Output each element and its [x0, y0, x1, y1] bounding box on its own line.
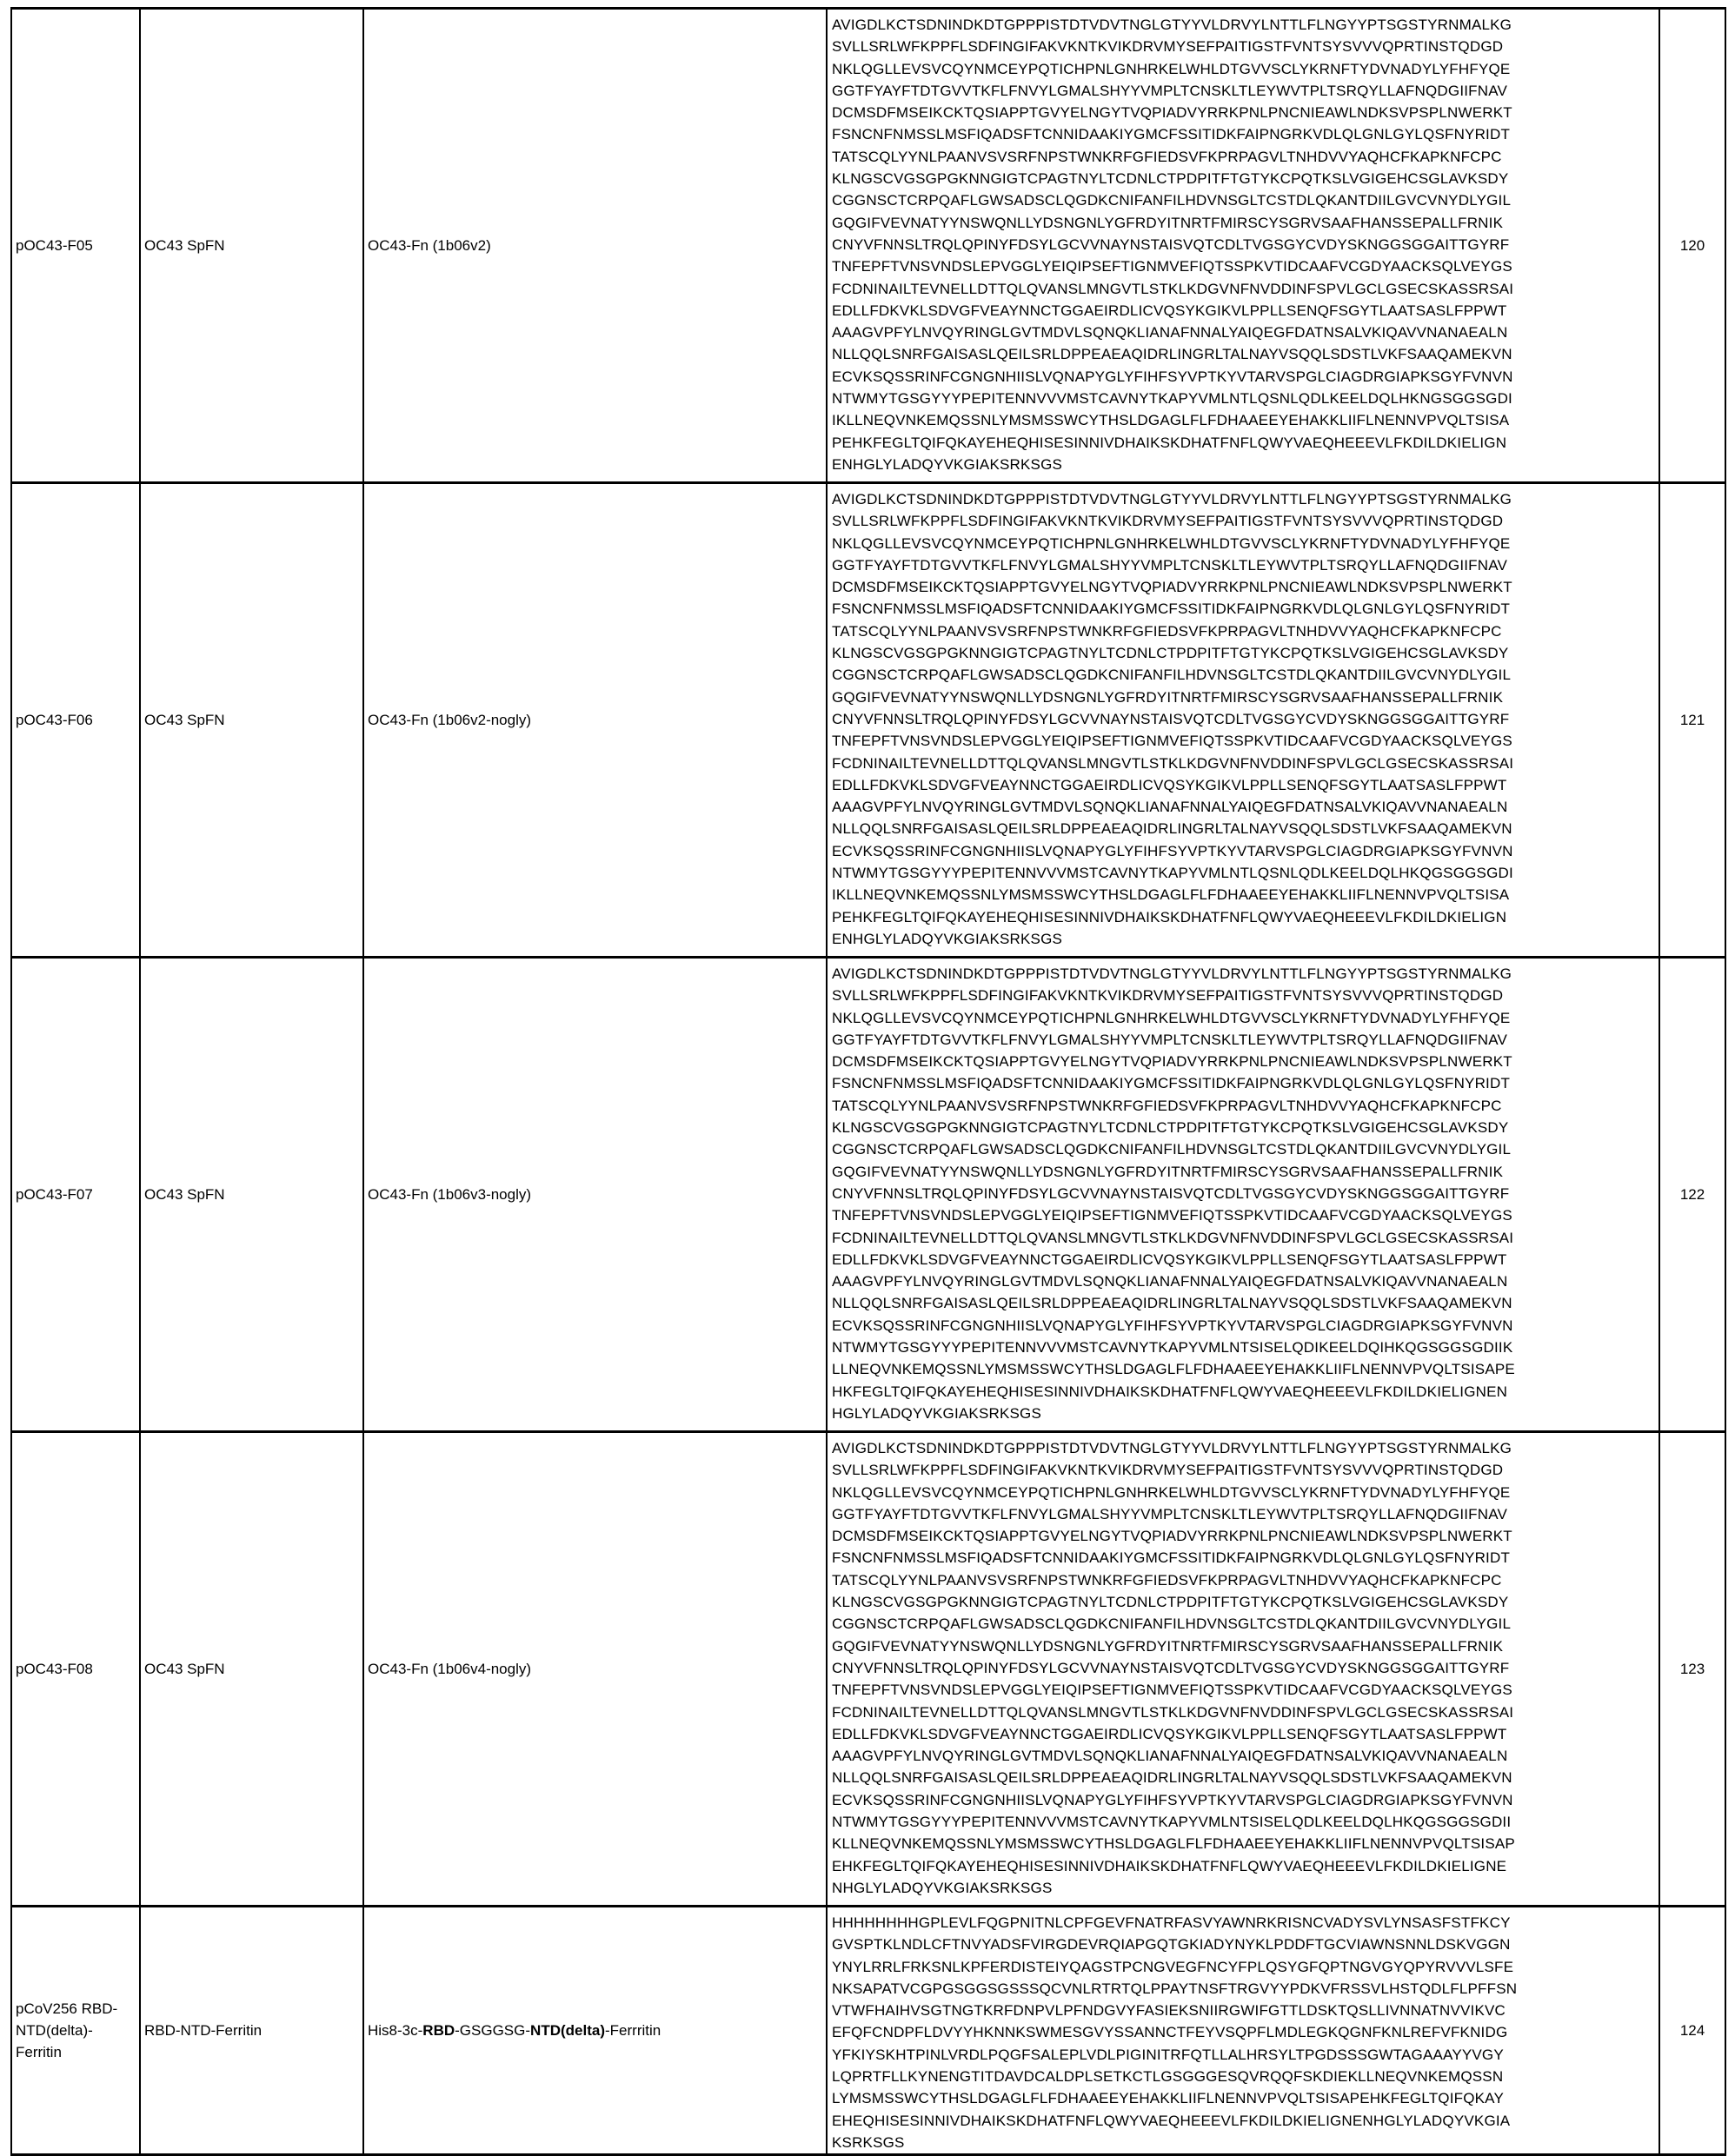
sequence-text: [832, 963, 1657, 1424]
table-row: [11, 1432, 1725, 1907]
construct-cell: [363, 958, 827, 1432]
sequence-cell: [827, 483, 1659, 958]
sequence-number: 121: [1679, 711, 1705, 728]
sequence-line: AVIGDLKCTSDNINDKDTGPPPISTDTVDVTNGLGTYYVLDRVYLNTTLFLNGYYPTSGSTYRNMALKG: [832, 491, 1512, 507]
construct-name-segment: -GSGGSG-: [455, 2022, 531, 2040]
plasmid-id: pOC43-F07: [16, 1186, 93, 1203]
sequence-line: SVLLSRLWFKPPFLSDFINGIFAKVKNTKVIKDRVMYSEFPAITIGSTFVNTSYSVVVQPRTINSTQDGD: [832, 513, 1504, 530]
table-row: [11, 1907, 1725, 2155]
sequence-line: EHKFEGLTQIFQKAYEHEQHISESINNIVDHAIKSKDHATFNFLQWYVAEQHEEEVLFKDILDKIELIGNE: [832, 1857, 1507, 1874]
construct-cell: [363, 1907, 827, 2155]
sequence-line: NLLQQLSNRFGAISASLQEILSRLDPPEAEAQIDRLINGRLTALNAYVSQQLSDSTLVKFSAAQAMEKVN: [832, 820, 1512, 838]
sequence-line: PEHKFEGLTQIFQKAYEHEQHISESINNIVDHAIKSKDHATFNFLQWYVAEQHEEEVLFKDILDKIELIGN: [832, 908, 1507, 925]
sequence-line: ECVKSQSSRINFCGNGNHIISLVQNAPYGLYFIHFSYVPTKYVTARVSPGLCIAGDRGIAPKSGYFVNVN: [832, 1791, 1513, 1808]
sequence-cell: [827, 9, 1659, 483]
sequence-line: GGTFYAYFTDTGVVTKFLFNVYLGMALSHYYVMPLTCNSKLTLEYWVTPLTSRQYLLAFNQDGIIFNAV: [832, 1505, 1508, 1522]
sequence-line: AAAGVPFYLNVQYRINGLGVTMDVLSQNQKLIANAFNNALYAIQEGFDATNSALVKIQAVVNANAEALN: [832, 799, 1508, 816]
sequence-line: GQGIFVEVNATYYNSWQNLLYDSNGNLYGFRDYITNRTFMIRSCYSGRVSAAFHANSSEPALLFRNIK: [832, 688, 1504, 706]
plasmid-id: pOC43-F06: [16, 712, 93, 728]
sequence-line: NKLQGLLEVSVCQYNMCEYPQTICHPNLGNHRKELWHLDTGVVSCLYKRNFTYDVNADYLYFHFYQE: [832, 1483, 1511, 1501]
sequence-line: NTWMYTGSGYYYPEPITENNVVVMSTCAVNYTKAPYVMLNTLQSNLQDLKEELDQLHKQGSGGSGDI: [832, 865, 1513, 882]
plasmid-sequence-table: [10, 7, 1726, 2156]
sequence-line: ECVKSQSSRINFCGNGNHIISLVQNAPYGLYFIHFSYVPTKYVTARVSPGLCIAGDRGIAPKSGYFVNVN: [832, 842, 1513, 859]
sequence-cell: [827, 958, 1659, 1432]
sequence-line: FSNCNFNMSSLMSFIQADSFTCNNIDAAKIYGMCFSSITIDKFAIPNGRKVDLQLGNLGYLQSFNYRIDT: [832, 600, 1511, 618]
sequence-line: ENHGLYLADQYVKGIAKSRKSGS: [832, 455, 1063, 473]
construct-name-segment: OC43-Fn (1b06v2-nogly): [368, 712, 532, 728]
sequence-line: HHHHHHHHGPLEVLFQGPNITNLCPFGEVFNATRFASVYAWNRKRISNCVADYSVLYNSASFSTFKCY: [832, 1914, 1511, 1931]
sequence-line: TNFEPFTVNSVNDSLEPVGGLYEIQIPSEFTIGNMVEFIQTSSPKVTIDCAAFVCGDYAACKSQLVEYGS: [832, 733, 1512, 750]
construct-name-segment: OC43-Fn (1b06v2): [368, 237, 491, 254]
sequence-line: NHGLYLADQYVKGIAKSRKSGS: [832, 1879, 1053, 1896]
sequence-line: NKLQGLLEVSVCQYNMCEYPQTICHPNLGNHRKELWHLDTGVVSCLYKRNFTYDVNADYLYFHFYQE: [832, 534, 1511, 552]
sequence-number: 122: [1679, 1185, 1705, 1203]
description-cell: [140, 9, 363, 483]
sequence-line: GGTFYAYFTDTGVVTKFLFNVYLGMALSHYYVMPLTCNSKLTLEYWVTPLTSRQYLLAFNQDGIIFNAV: [832, 82, 1508, 99]
description-cell: [140, 958, 363, 1432]
construct-name-segment: His8-3c-: [368, 2022, 423, 2040]
sequence-line: NKLQGLLEVSVCQYNMCEYPQTICHPNLGNHRKELWHLDTGVVSCLYKRNFTYDVNADYLYFHFYQE: [832, 60, 1511, 77]
sequence-number-cell: [1659, 1907, 1725, 2155]
sequence-line: CNYVFNNSLTRQLQPINYFDSYLGCVVNAYNSTAISVQTCDLTVGSGYCVDYSKNGGSGGAITTGYRF: [832, 710, 1510, 727]
sequence-line: NTWMYTGSGYYYPEPITENNVVVMSTCAVNYTKAPYVMLNTSISELQDIKEELDQIHKQGSGGSGDIIK: [832, 1339, 1513, 1357]
sequence-line: EDLLFDKVKLSDVGFVEAYNNCTGGAEIRDLICVQSYKGIKVLPPLLSENQFSGYTLAATSASLFPPWT: [832, 776, 1507, 793]
sequence-line: ECVKSQSSRINFCGNGNHIISLVQNAPYGLYFIHFSYVPTKYVTARVSPGLCIAGDRGIAPKSGYFVNVN: [832, 368, 1513, 385]
construct-name-segment: OC43-Fn (1b06v4-nogly): [368, 1661, 532, 1677]
sequence-line: TATSCQLYYNLPAANVSVSRFNPSTWNKRFGFIEDSVFKPRPAGVLTNHDVVYAQHCFKAPKNFCPC: [832, 1097, 1502, 1114]
description: OC43 SpFN: [144, 712, 225, 728]
sequence-line: HKFEGLTQIFQKAYEHEQHISESINNIVDHAIKSKDHATFNFLQWYVAEQHEEEVLFKDILDKIELIGNEN: [832, 1383, 1508, 1400]
sequence-line: NKSAPATVCGPGSGGSGSSSQCVNLRTRTQLPPAYTNSFTRGVYYPDKVFRSSVLHSTQDLFLPFFSN: [832, 1980, 1518, 1997]
sequence-line: EDLLFDKVKLSDVGFVEAYNNCTGGAEIRDLICVQSYKGIKVLPPLLSENQFSGYTLAATSASLFPPWT: [832, 1725, 1507, 1742]
sequence-line: TATSCQLYYNLPAANVSVSRFNPSTWNKRFGFIEDSVFKPRPAGVLTNHDVVYAQHCFKAPKNFCPC: [832, 148, 1502, 165]
construct-cell: [363, 483, 827, 958]
sequence-line: VTWFHAIHVSGTNGTKRFDNPVLPFNDGVYFASIEKSNIIRGWIFGTTLDSKTQSLLIVNNATNVVIKVC: [832, 2002, 1506, 2020]
sequence-line: CNYVFNNSLTRQLQPINYFDSYLGCVVNAYNSTAISVQTCDLTVGSGYCVDYSKNGGSGGAITTGYRF: [832, 1659, 1510, 1676]
sequence-line: CNYVFNNSLTRQLQPINYFDSYLGCVVNAYNSTAISVQTCDLTVGSGYCVDYSKNGGSGGAITTGYRF: [832, 1184, 1510, 1202]
plasmid-id-cell: [11, 1907, 140, 2155]
description-cell: [140, 1907, 363, 2155]
sequence-text: [832, 1912, 1657, 2153]
description: OC43 SpFN: [144, 237, 225, 254]
sequence-line: DCMSDFMSEIKCKTQSIAPPTGVYELNGYTVQPIADVYRRKPNLPNCNIEAWLNDKSVPSPLNWERKT: [832, 579, 1512, 596]
sequence-line: TNFEPFTVNSVNDSLEPVGGLYEIQIPSEFTIGNMVEFIQTSSPKVTIDCAAFVCGDYAACKSQLVEYGS: [832, 258, 1512, 275]
sequence-line: GQGIFVEVNATYYNSWQNLLYDSNGNLYGFRDYITNRTFMIRSCYSGRVSAAFHANSSEPALLFRNIK: [832, 1163, 1504, 1180]
sequence-number: 123: [1679, 1660, 1705, 1677]
plasmid-id-cell: [11, 958, 140, 1432]
sequence-line: SVLLSRLWFKPPFLSDFINGIFAKVKNTKVIKDRVMYSEFPAITIGSTFVNTSYSVVVQPRTINSTQDGD: [832, 1462, 1504, 1479]
sequence-cell: [827, 1432, 1659, 1907]
sequence-text: [832, 1437, 1657, 1899]
sequence-line: YFKIYSKHTPINLVRDLPQGFSALEPLVDLPIGINITRFQTLLALHRSYLTPGDSSSGWTAGAAAYYVGY: [832, 2046, 1504, 2063]
sequence-line: DCMSDFMSEIKCKTQSIAPPTGVYELNGYTVQPIADVYRRKPNLPNCNIEAWLNDKSVPSPLNWERKT: [832, 1528, 1512, 1545]
sequence-line: TATSCQLYYNLPAANVSVSRFNPSTWNKRFGFIEDSVFKPRPAGVLTNHDVVYAQHCFKAPKNFCPC: [832, 622, 1502, 640]
sequence-line: AVIGDLKCTSDNINDKDTGPPPISTDTVDVTNGLGTYYVLDRVYLNTTLFLNGYYPTSGSTYRNMALKG: [832, 17, 1512, 33]
sequence-line: DCMSDFMSEIKCKTQSIAPPTGVYELNGYTVQPIADVYRRKPNLPNCNIEAWLNDKSVPSPLNWERKT: [832, 104, 1512, 122]
sequence-line: YNYLRRLFRKSNLKPFERDISTEIYQAGSTPCNGVEGFNCYFPLQSYGFQPTNGVGYQPYRVVVLSFE: [832, 1958, 1514, 1975]
sequence-line: AVIGDLKCTSDNINDKDTGPPPISTDTVDVTNGLGTYYVLDRVYLNTTLFLNGYYPTSGSTYRNMALKG: [832, 1440, 1512, 1456]
sequence-line: GGTFYAYFTDTGVVTKFLFNVYLGMALSHYYVMPLTCNSKLTLEYWVTPLTSRQYLLAFNQDGIIFNAV: [832, 556, 1508, 574]
sequence-line: NLLQQLSNRFGAISASLQEILSRLDPPEAEAQIDRLINGRLTALNAYVSQQLSDSTLVKFSAAQAMEKVN: [832, 1295, 1512, 1312]
table-row: [11, 483, 1725, 958]
plasmid-id: pCoV256 RBD-NTD(delta)-Ferritin: [16, 2000, 118, 2061]
sequence-line: NTWMYTGSGYYYPEPITENNVVVMSTCAVNYTKAPYVMLNTSISELQDLKEELDQLHKQGSGGSGDII: [832, 1814, 1512, 1831]
sequence-text: [832, 14, 1657, 475]
sequence-line: FCDNINAILTEVNELLDTTQLQVANSLMNGVTLSTKLKDGVNFNVDDINFSPVLGCLGSECSKASSRSAI: [832, 754, 1514, 772]
sequence-line: GGTFYAYFTDTGVVTKFLFNVYLGMALSHYYVMPLTCNSKLTLEYWVTPLTSRQYLLAFNQDGIIFNAV: [832, 1031, 1508, 1048]
sequence-line: FSNCNFNMSSLMSFIQADSFTCNNIDAAKIYGMCFSSITIDKFAIPNGRKVDLQLGNLGYLQSFNYRIDT: [832, 1549, 1511, 1567]
construct-name-segment: NTD(delta): [530, 2022, 605, 2040]
construct-name-segment: -Ferrritin: [605, 2022, 661, 2040]
sequence-line: CGGNSCTCRPQAFLGWSADSCLQGDKCNIFANFILHDVNSGLTCSTDLQKANTDIILGVCVNYDLYGIL: [832, 192, 1512, 209]
sequence-line: AAAGVPFYLNVQYRINGLGVTMDVLSQNQKLIANAFNNALYAIQEGFDATNSALVKIQAVVNANAEALN: [832, 1273, 1508, 1290]
sequence-cell: [827, 1907, 1659, 2155]
sequence-line: AAAGVPFYLNVQYRINGLGVTMDVLSQNQKLIANAFNNALYAIQEGFDATNSALVKIQAVVNANAEALN: [832, 1748, 1508, 1765]
sequence-line: GQGIFVEVNATYYNSWQNLLYDSNGNLYGFRDYITNRTFMIRSCYSGRVSAAFHANSSEPALLFRNIK: [832, 214, 1504, 231]
sequence-line: NKLQGLLEVSVCQYNMCEYPQTICHPNLGNHRKELWHLDTGVVSCLYKRNFTYDVNADYLYFHFYQE: [832, 1009, 1511, 1026]
sequence-line: ENHGLYLADQYVKGIAKSRKSGS: [832, 930, 1063, 947]
sequence-text: [832, 488, 1657, 950]
sequence-line: IKLLNEQVNKEMQSSNLYMSMSSWCYTHSLDGAGLFLFDHAAEEYEHAKKLIIFLNENNVPVQLTSISA: [832, 412, 1510, 429]
sequence-number-cell: [1659, 483, 1725, 958]
sequence-line: HGLYLADQYVKGIAKSRKSGS: [832, 1404, 1042, 1422]
table-body: [11, 9, 1725, 2155]
sequence-line: CGGNSCTCRPQAFLGWSADSCLQGDKCNIFANFILHDVNSGLTCSTDLQKANTDIILGVCVNYDLYGIL: [832, 667, 1512, 684]
description-cell: [140, 1432, 363, 1907]
sequence-line: ECVKSQSSRINFCGNGNHIISLVQNAPYGLYFIHFSYVPTKYVTARVSPGLCIAGDRGIAPKSGYFVNVN: [832, 1317, 1513, 1334]
sequence-line: LLNEQVNKEMQSSNLYMSMSSWCYTHSLDGAGLFLFDHAAEEYEHAKKLIIFLNENNVPVQLTSISAPE: [832, 1361, 1515, 1378]
sequence-number-cell: [1659, 958, 1725, 1432]
sequence-line: FSNCNFNMSSLMSFIQADSFTCNNIDAAKIYGMCFSSITIDKFAIPNGRKVDLQLGNLGYLQSFNYRIDT: [832, 1075, 1511, 1092]
sequence-line: EHEQHISESINNIVDHAIKSKDHATFNFLQWYVAEQHEEEVLFKDILDKIELIGNENHGLYLADQYVKGIA: [832, 2112, 1511, 2129]
sequence-line: SVLLSRLWFKPPFLSDFINGIFAKVKNTKVIKDRVMYSEFPAITIGSTFVNTSYSVVVQPRTINSTQDGD: [832, 38, 1504, 56]
sequence-line: KLNGSCVGSGPGKNNGIGTCPAGTNYLTCDNLCTPDPITFTGTYKCPQTKSLVGIGEHCSGLAVKSDY: [832, 645, 1509, 662]
sequence-number-cell: [1659, 9, 1725, 483]
construct-name-segment: RBD: [422, 2022, 455, 2040]
construct-cell: [363, 1432, 827, 1907]
sequence-line: CGGNSCTCRPQAFLGWSADSCLQGDKCNIFANFILHDVNSGLTCSTDLQKANTDIILGVCVNYDLYGIL: [832, 1141, 1512, 1158]
sequence-line: PEHKFEGLTQIFQKAYEHEQHISESINNIVDHAIKSKDHATFNFLQWYVAEQHEEEVLFKDILDKIELIGN: [832, 434, 1507, 451]
sequence-line: LYMSMSSWCYTHSLDGAGLFLFDHAAEEYEHAKKLIIFLNENNVPVQLTSISAPEHKFEGLTQIFQKAY: [832, 2090, 1504, 2107]
sequence-line: NLLQQLSNRFGAISASLQEILSRLDPPEAEAQIDRLINGRLTALNAYVSQQLSDSTLVKFSAAQAMEKVN: [832, 346, 1512, 363]
sequence-line: TNFEPFTVNSVNDSLEPVGGLYEIQIPSEFTIGNMVEFIQTSSPKVTIDCAAFVCGDYAACKSQLVEYGS: [832, 1682, 1512, 1699]
sequence-line: DCMSDFMSEIKCKTQSIAPPTGVYELNGYTVQPIADVYRRKPNLPNCNIEAWLNDKSVPSPLNWERKT: [832, 1053, 1512, 1071]
description-cell: [140, 483, 363, 958]
sequence-line: SVLLSRLWFKPPFLSDFINGIFAKVKNTKVIKDRVMYSEFPAITIGSTFVNTSYSVVVQPRTINSTQDGD: [832, 987, 1504, 1005]
sequence-line: KLNGSCVGSGPGKNNGIGTCPAGTNYLTCDNLCTPDPITFTGTYKCPQTKSLVGIGEHCSGLAVKSDY: [832, 1119, 1509, 1137]
sequence-line: NLLQQLSNRFGAISASLQEILSRLDPPEAEAQIDRLINGRLTALNAYVSQQLSDSTLVKFSAAQAMEKVN: [832, 1769, 1512, 1787]
plasmid-id-cell: [11, 483, 140, 958]
plasmid-id-cell: [11, 9, 140, 483]
sequence-number-cell: [1659, 1432, 1725, 1907]
sequence-line: FCDNINAILTEVNELLDTTQLQVANSLMNGVTLSTKLKDGVNFNVDDINFSPVLGCLGSECSKASSRSAI: [832, 1703, 1514, 1721]
table-row: [11, 958, 1725, 1432]
sequence-line: GVSPTKLNDLCFTNVYADSFVIRGDEVRQIAPGQTGKIADYNYKLPDDFTGCVIAWNSNNLDSKVGGN: [832, 1936, 1511, 1954]
sequence-line: TNFEPFTVNSVNDSLEPVGGLYEIQIPSEFTIGNMVEFIQTSSPKVTIDCAAFVCGDYAACKSQLVEYGS: [832, 1207, 1512, 1224]
sequence-line: FCDNINAILTEVNELLDTTQLQVANSLMNGVTLSTKLKDGVNFNVDDINFSPVLGCLGSECSKASSRSAI: [832, 280, 1514, 297]
sequence-number: 120: [1679, 236, 1705, 254]
sequence-line: CGGNSCTCRPQAFLGWSADSCLQGDKCNIFANFILHDVNSGLTCSTDLQKANTDIILGVCVNYDLYGIL: [832, 1615, 1512, 1633]
sequence-line: KLNGSCVGSGPGKNNGIGTCPAGTNYLTCDNLCTPDPITFTGTYKCPQTKSLVGIGEHCSGLAVKSDY: [832, 170, 1509, 188]
sequence-line: LQPRTFLLKYNENGTITDAVDCALDPLSETKCTLGSGGGESQVRQQFSKDIEKLLNEQVNKEMQSSN: [832, 2068, 1504, 2086]
sequence-line: GQGIFVEVNATYYNSWQNLLYDSNGNLYGFRDYITNRTFMIRSCYSGRVSAAFHANSSEPALLFRNIK: [832, 1637, 1504, 1655]
sequence-number: 124: [1679, 2021, 1705, 2039]
construct-cell: [363, 9, 827, 483]
sequence-line: TATSCQLYYNLPAANVSVSRFNPSTWNKRFGFIEDSVFKPRPAGVLTNHDVVYAQHCFKAPKNFCPC: [832, 1571, 1502, 1589]
sequence-line: CNYVFNNSLTRQLQPINYFDSYLGCVVNAYNSTAISVQTCDLTVGSGYCVDYSKNGGSGGAITTGYRF: [832, 236, 1510, 253]
construct-name-segment: OC43-Fn (1b06v3-nogly): [368, 1186, 532, 1203]
sequence-line: EFQFCNDPFLDVYYHKNNKSWMESGVYSSANNCTFEYVSQPFLMDLEGKQGNFKNLREFVFKNIDG: [832, 2024, 1508, 2041]
sequence-line: AVIGDLKCTSDNINDKDTGPPPISTDTVDVTNGLGTYYVLDRVYLNTTLFLNGYYPTSGSTYRNMALKG: [832, 965, 1512, 982]
sequence-line: EDLLFDKVKLSDVGFVEAYNNCTGGAEIRDLICVQSYKGIKVLPPLLSENQFSGYTLAATSASLFPPWT: [832, 302, 1507, 319]
plasmid-id: pOC43-F08: [16, 1661, 93, 1677]
plasmid-id: pOC43-F05: [16, 237, 93, 254]
description: OC43 SpFN: [144, 1186, 225, 1203]
description: RBD-NTD-Ferritin: [144, 2022, 263, 2040]
sequence-line: EDLLFDKVKLSDVGFVEAYNNCTGGAEIRDLICVQSYKGIKVLPPLLSENQFSGYTLAATSASLFPPWT: [832, 1250, 1507, 1268]
sequence-line: NTWMYTGSGYYYPEPITENNVVVMSTCAVNYTKAPYVMLNTLQSNLQDLKEELDQLHKNGSGGSGDI: [832, 390, 1512, 408]
sequence-line: KLLNEQVNKEMQSSNLYMSMSSWCYTHSLDGAGLFLFDHAAEEYEHAKKLIIFLNENNVPVQLTSISAP: [832, 1835, 1515, 1853]
sequence-line: IKLLNEQVNKEMQSSNLYMSMSSWCYTHSLDGAGLFLFDHAAEEYEHAKKLIIFLNENNVPVQLTSISA: [832, 886, 1510, 904]
description: OC43 SpFN: [144, 1661, 225, 1677]
sequence-line: AAAGVPFYLNVQYRINGLGVTMDVLSQNQKLIANAFNNALYAIQEGFDATNSALVKIQAVVNANAEALN: [832, 324, 1508, 342]
plasmid-id-cell: [11, 1432, 140, 1907]
table-row: [11, 9, 1725, 483]
sequence-line: FSNCNFNMSSLMSFIQADSFTCNNIDAAKIYGMCFSSITIDKFAIPNGRKVDLQLGNLGYLQSFNYRIDT: [832, 126, 1511, 143]
sequence-line: FCDNINAILTEVNELLDTTQLQVANSLMNGVTLSTKLKDGVNFNVDDINFSPVLGCLGSECSKASSRSAI: [832, 1229, 1514, 1246]
sequence-line: KSRKSGS: [832, 2133, 905, 2151]
sequence-line: KLNGSCVGSGPGKNNGIGTCPAGTNYLTCDNLCTPDPITFTGTYKCPQTKSLVGIGEHCSGLAVKSDY: [832, 1594, 1509, 1611]
